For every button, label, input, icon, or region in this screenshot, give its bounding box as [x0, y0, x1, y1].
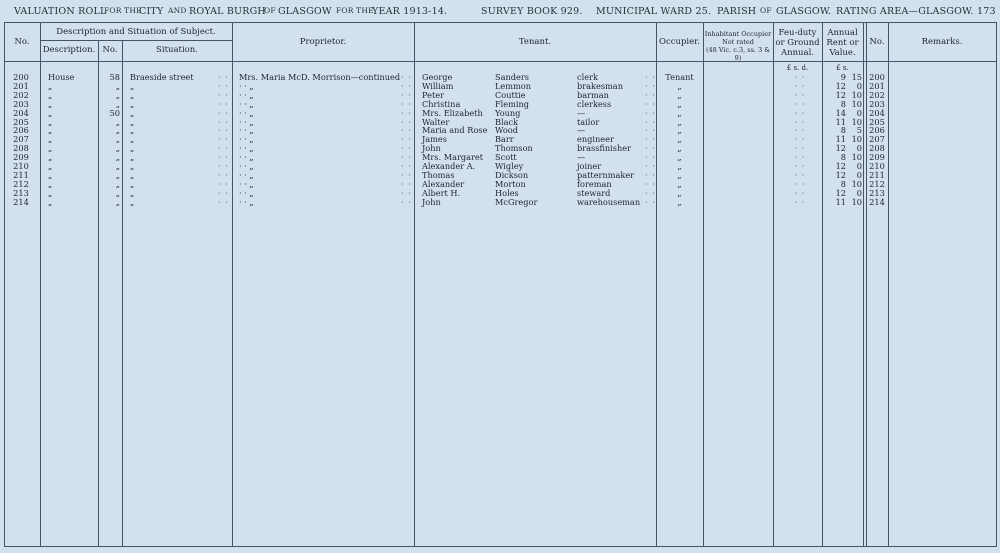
annual-currency: £ s. [836, 64, 849, 72]
row-number: 202 [13, 89, 29, 100]
row-tenant-firstname: John [422, 143, 441, 154]
row-rent-shillings: 10 [851, 178, 862, 189]
row-dots: · · [218, 116, 229, 127]
row-tenant-firstname: Thomas [422, 169, 455, 180]
row-feu: · · [794, 187, 806, 198]
row-feu: · · [794, 125, 806, 136]
col-rule [414, 22, 415, 547]
row-rent-pounds: 8 [840, 152, 846, 163]
row-rent-pounds: 11 [835, 134, 846, 145]
row-dots: · · [401, 152, 412, 163]
row-feu: · · [794, 72, 806, 82]
row-situation: Braeside street [130, 72, 194, 82]
row-occupier: „ [677, 98, 682, 109]
title-glasgow: GLASGOW [278, 6, 332, 17]
row-proprietor: · · „ [239, 143, 254, 154]
row-situation: „ [130, 152, 135, 163]
row-dots: · · [218, 125, 229, 136]
row-proprietor: · · „ [239, 125, 254, 136]
row-tenant-surname: Thomson [495, 143, 533, 154]
col-rule [822, 22, 823, 547]
row-dots: · · [218, 134, 229, 145]
row-rent-shillings: 0 [856, 169, 862, 180]
row-dots: · · [401, 80, 412, 91]
header-situation: Situation. [156, 45, 198, 55]
row-dots: · · [645, 178, 656, 189]
row-tenant-occupation: brakesman [577, 80, 623, 91]
row-dots: · · [218, 187, 229, 198]
row-dots: · · [645, 187, 656, 198]
row-situation: „ [130, 116, 135, 127]
row-house-number: „ [115, 178, 120, 189]
row-occupier: „ [677, 169, 682, 180]
row-dots: · · [645, 143, 656, 154]
row-proprietor: · · „ [239, 107, 254, 118]
row-dots: · · [645, 196, 656, 207]
row-description: „ [48, 161, 53, 171]
title-and: AND [168, 6, 187, 15]
parish-glasgow: GLASGOW. [776, 6, 832, 17]
row-number: 206 [13, 125, 29, 136]
row-feu: · · [794, 143, 806, 154]
row-tenant-surname: Couttie [495, 89, 526, 100]
row-dots: · · [401, 134, 412, 145]
row-occupier: „ [677, 178, 682, 189]
header-bottom-rule [4, 61, 996, 62]
row-rent-pounds: 14 [835, 107, 846, 118]
row-proprietor: Mrs. Maria McD. Morrison—continued [239, 72, 401, 82]
row-number-right: 203 [869, 98, 885, 109]
row-rent-shillings: 10 [851, 196, 862, 207]
row-feu: · · [794, 161, 806, 171]
row-number-right: 208 [869, 143, 885, 154]
title-of: OF [264, 6, 276, 15]
row-number: 212 [13, 178, 29, 189]
desc-group-rule [40, 40, 232, 41]
row-tenant-occupation: barman [577, 89, 609, 100]
col-rule [98, 40, 99, 547]
header-no: No. [14, 37, 30, 47]
row-tenant-occupation: — [577, 125, 586, 136]
row-feu: · · [794, 116, 806, 127]
row-feu: · · [794, 134, 806, 145]
row-tenant-surname: Sanders [495, 72, 529, 82]
row-tenant-surname: McGregor [495, 196, 538, 207]
row-dots: · · [645, 169, 656, 180]
row-situation: „ [130, 178, 135, 189]
row-proprietor: · · „ [239, 116, 254, 127]
row-number-right: 214 [869, 196, 885, 207]
row-dots: · · [218, 72, 229, 82]
row-dots: · · [218, 98, 229, 109]
row-house-number: „ [115, 80, 120, 91]
row-proprietor: · · „ [239, 178, 254, 189]
row-number: 200 [13, 72, 29, 82]
row-number-right: 207 [869, 134, 885, 145]
row-tenant-firstname: Mrs. Elizabeth [422, 107, 483, 118]
row-dots: · · [401, 116, 412, 127]
header-feu-2: or Ground [775, 38, 820, 48]
row-dots: · · [645, 107, 656, 118]
row-rent-shillings: 0 [856, 161, 862, 171]
row-house-number: „ [115, 169, 120, 180]
row-proprietor: · · „ [239, 134, 254, 145]
row-tenant-occupation: joiner [577, 161, 602, 171]
row-tenant-surname: Morton [495, 178, 526, 189]
row-dots: · · [401, 169, 412, 180]
row-number: 207 [13, 134, 29, 145]
row-dots: · · [401, 178, 412, 189]
row-dots: · · [645, 98, 656, 109]
header-no-3: No. [869, 37, 885, 47]
row-rent-pounds: 11 [835, 116, 846, 127]
header-inhabitant-2: Not rated [722, 38, 754, 46]
title-for-the-2: FOR THE [336, 6, 374, 15]
row-occupier: „ [677, 116, 682, 127]
row-situation: „ [130, 187, 135, 198]
row-number: 211 [13, 169, 29, 180]
row-tenant-occupation: steward [577, 187, 611, 198]
row-number-right: 200 [869, 72, 885, 82]
col-rule [4, 22, 5, 547]
row-rent-pounds: 12 [835, 169, 846, 180]
row-tenant-surname: Holes [495, 187, 519, 198]
row-rent-shillings: 10 [851, 152, 862, 163]
col-rule [703, 22, 704, 547]
row-tenant-surname: Barr [495, 134, 514, 145]
bottom-rule [4, 546, 996, 547]
header-annual-1: Annual [827, 28, 858, 38]
row-tenant-firstname: Christina [422, 98, 461, 109]
row-feu: · · [794, 178, 806, 189]
row-occupier: „ [677, 161, 682, 171]
col-rule [122, 40, 123, 547]
row-rent-pounds: 11 [835, 196, 846, 207]
row-situation: „ [130, 169, 135, 180]
row-occupier: „ [677, 134, 682, 145]
header-no-2: No. [102, 45, 118, 55]
row-feu: · · [794, 98, 806, 109]
row-tenant-firstname: Alexander [422, 178, 465, 189]
row-dots: · · [645, 80, 656, 91]
row-dots: · · [401, 89, 412, 100]
title-city: CITY [139, 6, 164, 17]
row-tenant-occupation: tailor [577, 116, 600, 127]
title-royal-burgh: ROYAL BURGH [189, 6, 266, 17]
row-dots: · · [218, 80, 229, 91]
row-description: „ [48, 143, 53, 154]
row-number-right: 209 [869, 152, 885, 163]
row-rent-pounds: 12 [835, 161, 846, 171]
row-occupier: „ [677, 143, 682, 154]
row-tenant-occupation: — [577, 152, 586, 163]
col-rule [888, 22, 889, 547]
row-tenant-surname: Scott [495, 152, 517, 163]
top-rule [4, 22, 996, 23]
row-dots: · · [645, 125, 656, 136]
row-description: „ [48, 196, 53, 207]
row-rent-pounds: 8 [840, 178, 846, 189]
row-situation: „ [130, 196, 135, 207]
row-tenant-occupation: warehouseman [577, 196, 641, 207]
row-house-number: „ [115, 161, 120, 171]
row-number-right: 210 [869, 161, 885, 171]
row-dots: · · [401, 107, 412, 118]
row-house-number: „ [115, 98, 120, 109]
row-proprietor: · · „ [239, 152, 254, 163]
row-description: „ [48, 125, 53, 136]
row-situation: „ [130, 134, 135, 145]
row-proprietor: · · „ [239, 89, 254, 100]
row-tenant-occupation: clerkess [577, 98, 612, 109]
row-proprietor: · · „ [239, 80, 254, 91]
row-dots: · · [401, 98, 412, 109]
row-proprietor: · · „ [239, 187, 254, 198]
row-dots: · · [645, 72, 656, 82]
header-remarks: Remarks. [921, 37, 963, 47]
row-rent-pounds: 8 [840, 125, 846, 136]
row-dots: · · [401, 196, 412, 207]
row-number: 204 [13, 107, 29, 118]
row-tenant-occupation: clerk [577, 72, 598, 82]
survey-book: SURVEY BOOK 929. [481, 6, 583, 17]
row-tenant-surname: Wood [495, 125, 518, 136]
row-rent-pounds: 12 [835, 89, 846, 100]
header-annual-2: Rent or [826, 38, 859, 48]
row-description: „ [48, 89, 53, 100]
row-dots: · · [645, 89, 656, 100]
row-house-number: „ [115, 196, 120, 207]
row-tenant-firstname: Peter [422, 89, 445, 100]
row-description: „ [48, 152, 53, 163]
rating-area: RATING AREA—GLASGOW. [836, 6, 974, 17]
header-description: Description. [42, 45, 96, 55]
row-proprietor: · · „ [239, 169, 254, 180]
row-rent-shillings: 0 [856, 107, 862, 118]
col-rule [996, 22, 997, 547]
row-number: 214 [13, 196, 29, 207]
row-house-number: 58 [109, 72, 120, 82]
row-dots: · · [218, 143, 229, 154]
row-occupier: „ [677, 152, 682, 163]
row-dots: · · [218, 178, 229, 189]
row-description: „ [48, 134, 53, 145]
row-tenant-firstname: Maria and Rose [422, 125, 488, 136]
row-description: „ [48, 107, 53, 118]
row-tenant-surname: Fleming [495, 98, 530, 109]
header-tenant: Tenant. [518, 37, 552, 47]
row-rent-pounds: 12 [835, 80, 846, 91]
row-feu: · · [794, 196, 806, 207]
page-number: 173 [977, 6, 996, 17]
row-dots: · · [218, 107, 229, 118]
row-proprietor: · · „ [239, 98, 254, 109]
row-description: „ [48, 116, 53, 127]
row-house-number: „ [115, 187, 120, 198]
row-rent-shillings: 0 [856, 143, 862, 154]
row-occupier: „ [677, 187, 682, 198]
row-tenant-occupation: patternmaker [577, 169, 635, 180]
header-inhabitant-3: (48 Vic. c.3, ss. 3 & 9) [705, 46, 771, 62]
row-description: House [48, 72, 75, 82]
row-rent-shillings: 15 [851, 72, 862, 82]
row-dots: · · [401, 143, 412, 154]
row-tenant-surname: Young [495, 107, 521, 118]
row-description: „ [48, 80, 53, 91]
row-tenant-firstname: George [422, 72, 453, 82]
header-feu-1: Feu-duty [778, 28, 817, 38]
col-rule [232, 22, 233, 547]
row-description: „ [48, 178, 53, 189]
row-dots: · · [645, 134, 656, 145]
row-number: 201 [13, 80, 29, 91]
header-annual-3: Value. [829, 48, 856, 58]
row-tenant-surname: Wigley [495, 161, 524, 171]
row-tenant-firstname: William [422, 80, 454, 91]
parish-of: OF [760, 6, 772, 15]
row-tenant-surname: Dickson [495, 169, 529, 180]
row-number-right: 211 [869, 169, 885, 180]
row-house-number: 50 [109, 107, 120, 118]
row-feu: · · [794, 107, 806, 118]
row-tenant-occupation: foreman [577, 178, 612, 189]
row-dots: · · [401, 125, 412, 136]
row-feu: · · [794, 80, 806, 91]
row-house-number: „ [115, 116, 120, 127]
row-number-right: 212 [869, 178, 885, 189]
row-rent-shillings: 5 [856, 125, 862, 136]
row-occupier: Tenant [665, 72, 694, 82]
row-situation: „ [130, 161, 135, 171]
row-feu: · · [794, 89, 806, 100]
row-rent-shillings: 0 [856, 187, 862, 198]
col-rule [863, 22, 864, 547]
row-occupier: „ [677, 89, 682, 100]
row-feu: · · [794, 152, 806, 163]
row-rent-shillings: 10 [851, 134, 862, 145]
municipal-ward: MUNICIPAL WARD 25. [596, 6, 712, 17]
row-tenant-surname: Lemmon [495, 80, 532, 91]
row-dots: · · [401, 72, 412, 82]
row-tenant-firstname: John [422, 196, 441, 207]
row-house-number: „ [115, 143, 120, 154]
title-for-the: FOR THE [104, 6, 142, 15]
row-description: „ [48, 169, 53, 180]
row-number: 213 [13, 187, 29, 198]
row-number-right: 204 [869, 107, 885, 118]
row-feu: · · [794, 169, 806, 180]
row-number-right: 213 [869, 187, 885, 198]
row-dots: · · [218, 89, 229, 100]
col-rule [40, 22, 41, 547]
row-house-number: „ [115, 152, 120, 163]
row-dots: · · [218, 161, 229, 171]
row-situation: „ [130, 80, 135, 91]
feu-currency: £ s. d. [786, 64, 809, 72]
row-proprietor: · · „ [239, 161, 254, 171]
title-valuation-roll: VALUATION ROLL [14, 6, 107, 17]
row-dots: · · [218, 169, 229, 180]
row-house-number: „ [115, 125, 120, 136]
row-number: 209 [13, 152, 29, 163]
row-occupier: „ [677, 125, 682, 136]
row-house-number: „ [115, 134, 120, 145]
row-rent-pounds: 9 [840, 72, 846, 82]
title-year: YEAR 1913-14. [372, 6, 448, 17]
row-number: 208 [13, 143, 29, 154]
row-situation: „ [130, 107, 135, 118]
row-dots: · · [401, 161, 412, 171]
row-situation: „ [130, 125, 135, 136]
row-house-number: „ [115, 89, 120, 100]
row-number: 203 [13, 98, 29, 109]
row-occupier: „ [677, 80, 682, 91]
row-tenant-firstname: Walter [422, 116, 450, 127]
row-tenant-occupation: — [577, 107, 586, 118]
row-dots: · · [218, 196, 229, 207]
row-tenant-occupation: brassfinisher [577, 143, 632, 154]
row-dots: · · [645, 152, 656, 163]
row-situation: „ [130, 89, 135, 100]
row-number-right: 201 [869, 80, 885, 91]
row-tenant-firstname: Albert H. [422, 187, 461, 198]
col-rule [773, 22, 774, 547]
row-tenant-firstname: Alexander A. [422, 161, 476, 171]
row-situation: „ [130, 143, 135, 154]
row-tenant-firstname: Mrs. Margaret [422, 152, 484, 163]
row-rent-shillings: 0 [856, 80, 862, 91]
header-inhabitant-1: Inhabitant Occupier [704, 30, 772, 38]
row-number-right: 202 [869, 89, 885, 100]
row-tenant-occupation: engineer [577, 134, 614, 145]
row-description: „ [48, 98, 53, 109]
row-dots: · · [401, 187, 412, 198]
row-tenant-firstname: James [422, 134, 447, 145]
row-situation: „ [130, 98, 135, 109]
header-desc-group: Description and Situation of Subject. [56, 27, 216, 37]
header-proprietor: Proprietor. [299, 37, 347, 47]
row-tenant-surname: Black [495, 116, 519, 127]
header-occupier: Occupier. [659, 37, 700, 47]
row-rent-pounds: 12 [835, 143, 846, 154]
header-feu-3: Annual. [780, 48, 815, 58]
row-number-right: 205 [869, 116, 885, 127]
row-description: „ [48, 187, 53, 198]
row-dots: · · [645, 116, 656, 127]
row-rent-shillings: 10 [851, 98, 862, 109]
row-number: 210 [13, 161, 29, 171]
row-occupier: „ [677, 196, 682, 207]
row-rent-shillings: 10 [851, 89, 862, 100]
row-proprietor: · · „ [239, 196, 254, 207]
row-rent-shillings: 10 [851, 116, 862, 127]
row-number-right: 206 [869, 125, 885, 136]
parish: PARISH [717, 6, 757, 17]
row-rent-pounds: 8 [840, 98, 846, 109]
page-header [0, 0, 1000, 20]
row-rent-pounds: 12 [835, 187, 846, 198]
row-number: 205 [13, 116, 29, 127]
row-dots: · · [645, 161, 656, 171]
row-occupier: „ [677, 107, 682, 118]
row-dots: · · [218, 152, 229, 163]
